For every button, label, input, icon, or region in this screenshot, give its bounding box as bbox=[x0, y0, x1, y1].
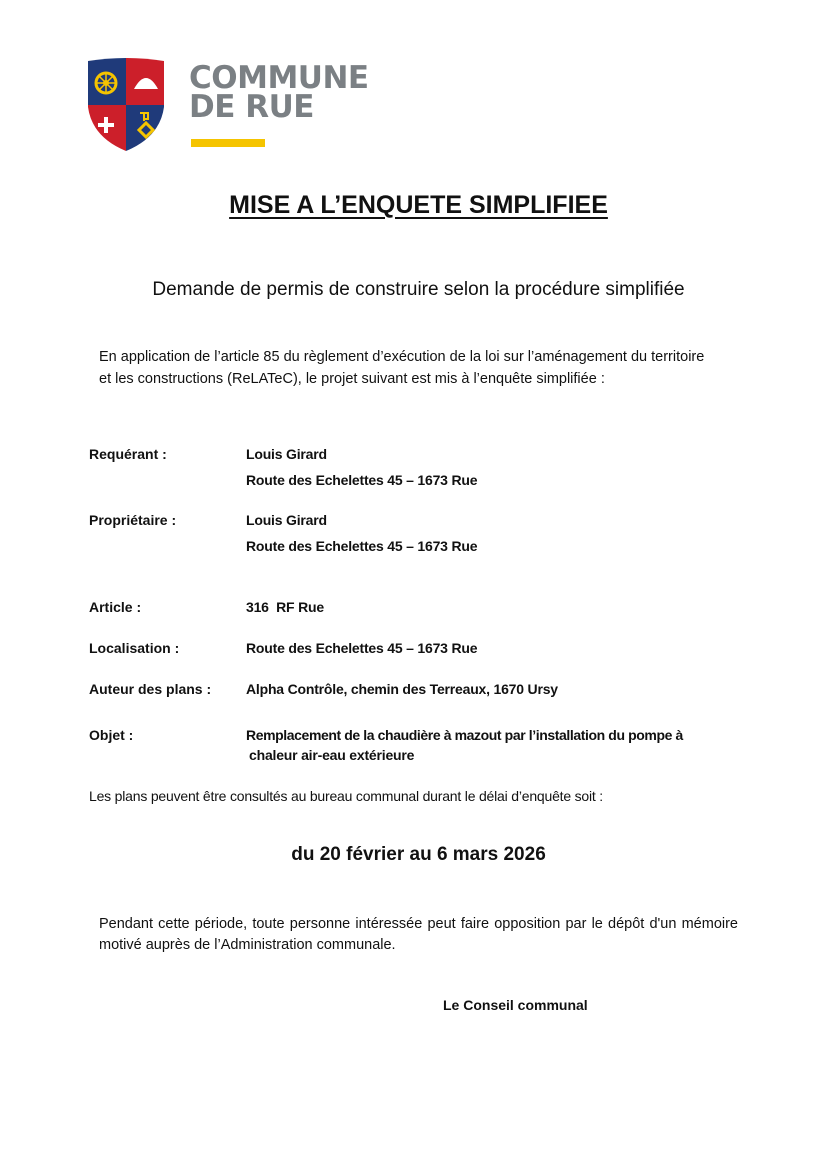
article-value: 316 RF Rue bbox=[246, 599, 324, 615]
requerant-label: Requérant : bbox=[89, 446, 167, 462]
logo-line2: DE RUE bbox=[189, 89, 314, 125]
objet-line2: chaleur air-eau extérieure bbox=[249, 747, 415, 763]
subtitle: Demande de permis de construire selon la procédure simplifiée bbox=[152, 279, 685, 300]
article-label: Article : bbox=[89, 599, 142, 615]
opposition-text: Pendant cette période, toute personne intéressée peut faire opposition par le dépôt d'un mémoire motivé auprès de l’Administration communale. bbox=[99, 916, 738, 953]
proprietaire-address: Route des Echelettes 45 – 1673 Rue bbox=[246, 538, 478, 554]
logo-line1: COMMUNE bbox=[189, 60, 369, 96]
signature: Le Conseil communal bbox=[443, 997, 588, 1013]
proprietaire-name: Louis Girard bbox=[246, 512, 327, 528]
page-title: MISE A L’ENQUETE SIMPLIFIEE bbox=[229, 191, 608, 219]
auteur-value: Alpha Contrôle, chemin des Terreaux, 1670 Ursy bbox=[246, 681, 558, 697]
requerant-name: Louis Girard bbox=[246, 446, 327, 462]
proprietaire-label: Propriétaire : bbox=[89, 512, 177, 528]
coat-of-arms-icon bbox=[86, 57, 166, 153]
intro-line1: En application de l’article 85 du règlement d’exécution de la loi sur l’aménagement du territoire bbox=[99, 349, 705, 365]
logo-accent-bar bbox=[191, 139, 265, 147]
intro-line2: et les constructions (ReLATeC), le projet suivant est mis à l’enquête simplifiée : bbox=[99, 371, 605, 387]
localisation-label: Localisation : bbox=[89, 640, 180, 656]
inquiry-dates: du 20 février au 6 mars 2026 bbox=[291, 844, 546, 865]
localisation-value: Route des Echelettes 45 – 1673 Rue bbox=[246, 640, 478, 656]
objet-label: Objet : bbox=[89, 727, 134, 743]
requerant-address: Route des Echelettes 45 – 1673 Rue bbox=[246, 472, 478, 488]
objet-line1: Remplacement de la chaudière à mazout par l’installation du pompe à bbox=[246, 727, 683, 743]
auteur-label: Auteur des plans : bbox=[89, 681, 212, 697]
consult-text: Les plans peuvent être consultés au bureau communal durant le délai d’enquête soit : bbox=[89, 788, 603, 804]
